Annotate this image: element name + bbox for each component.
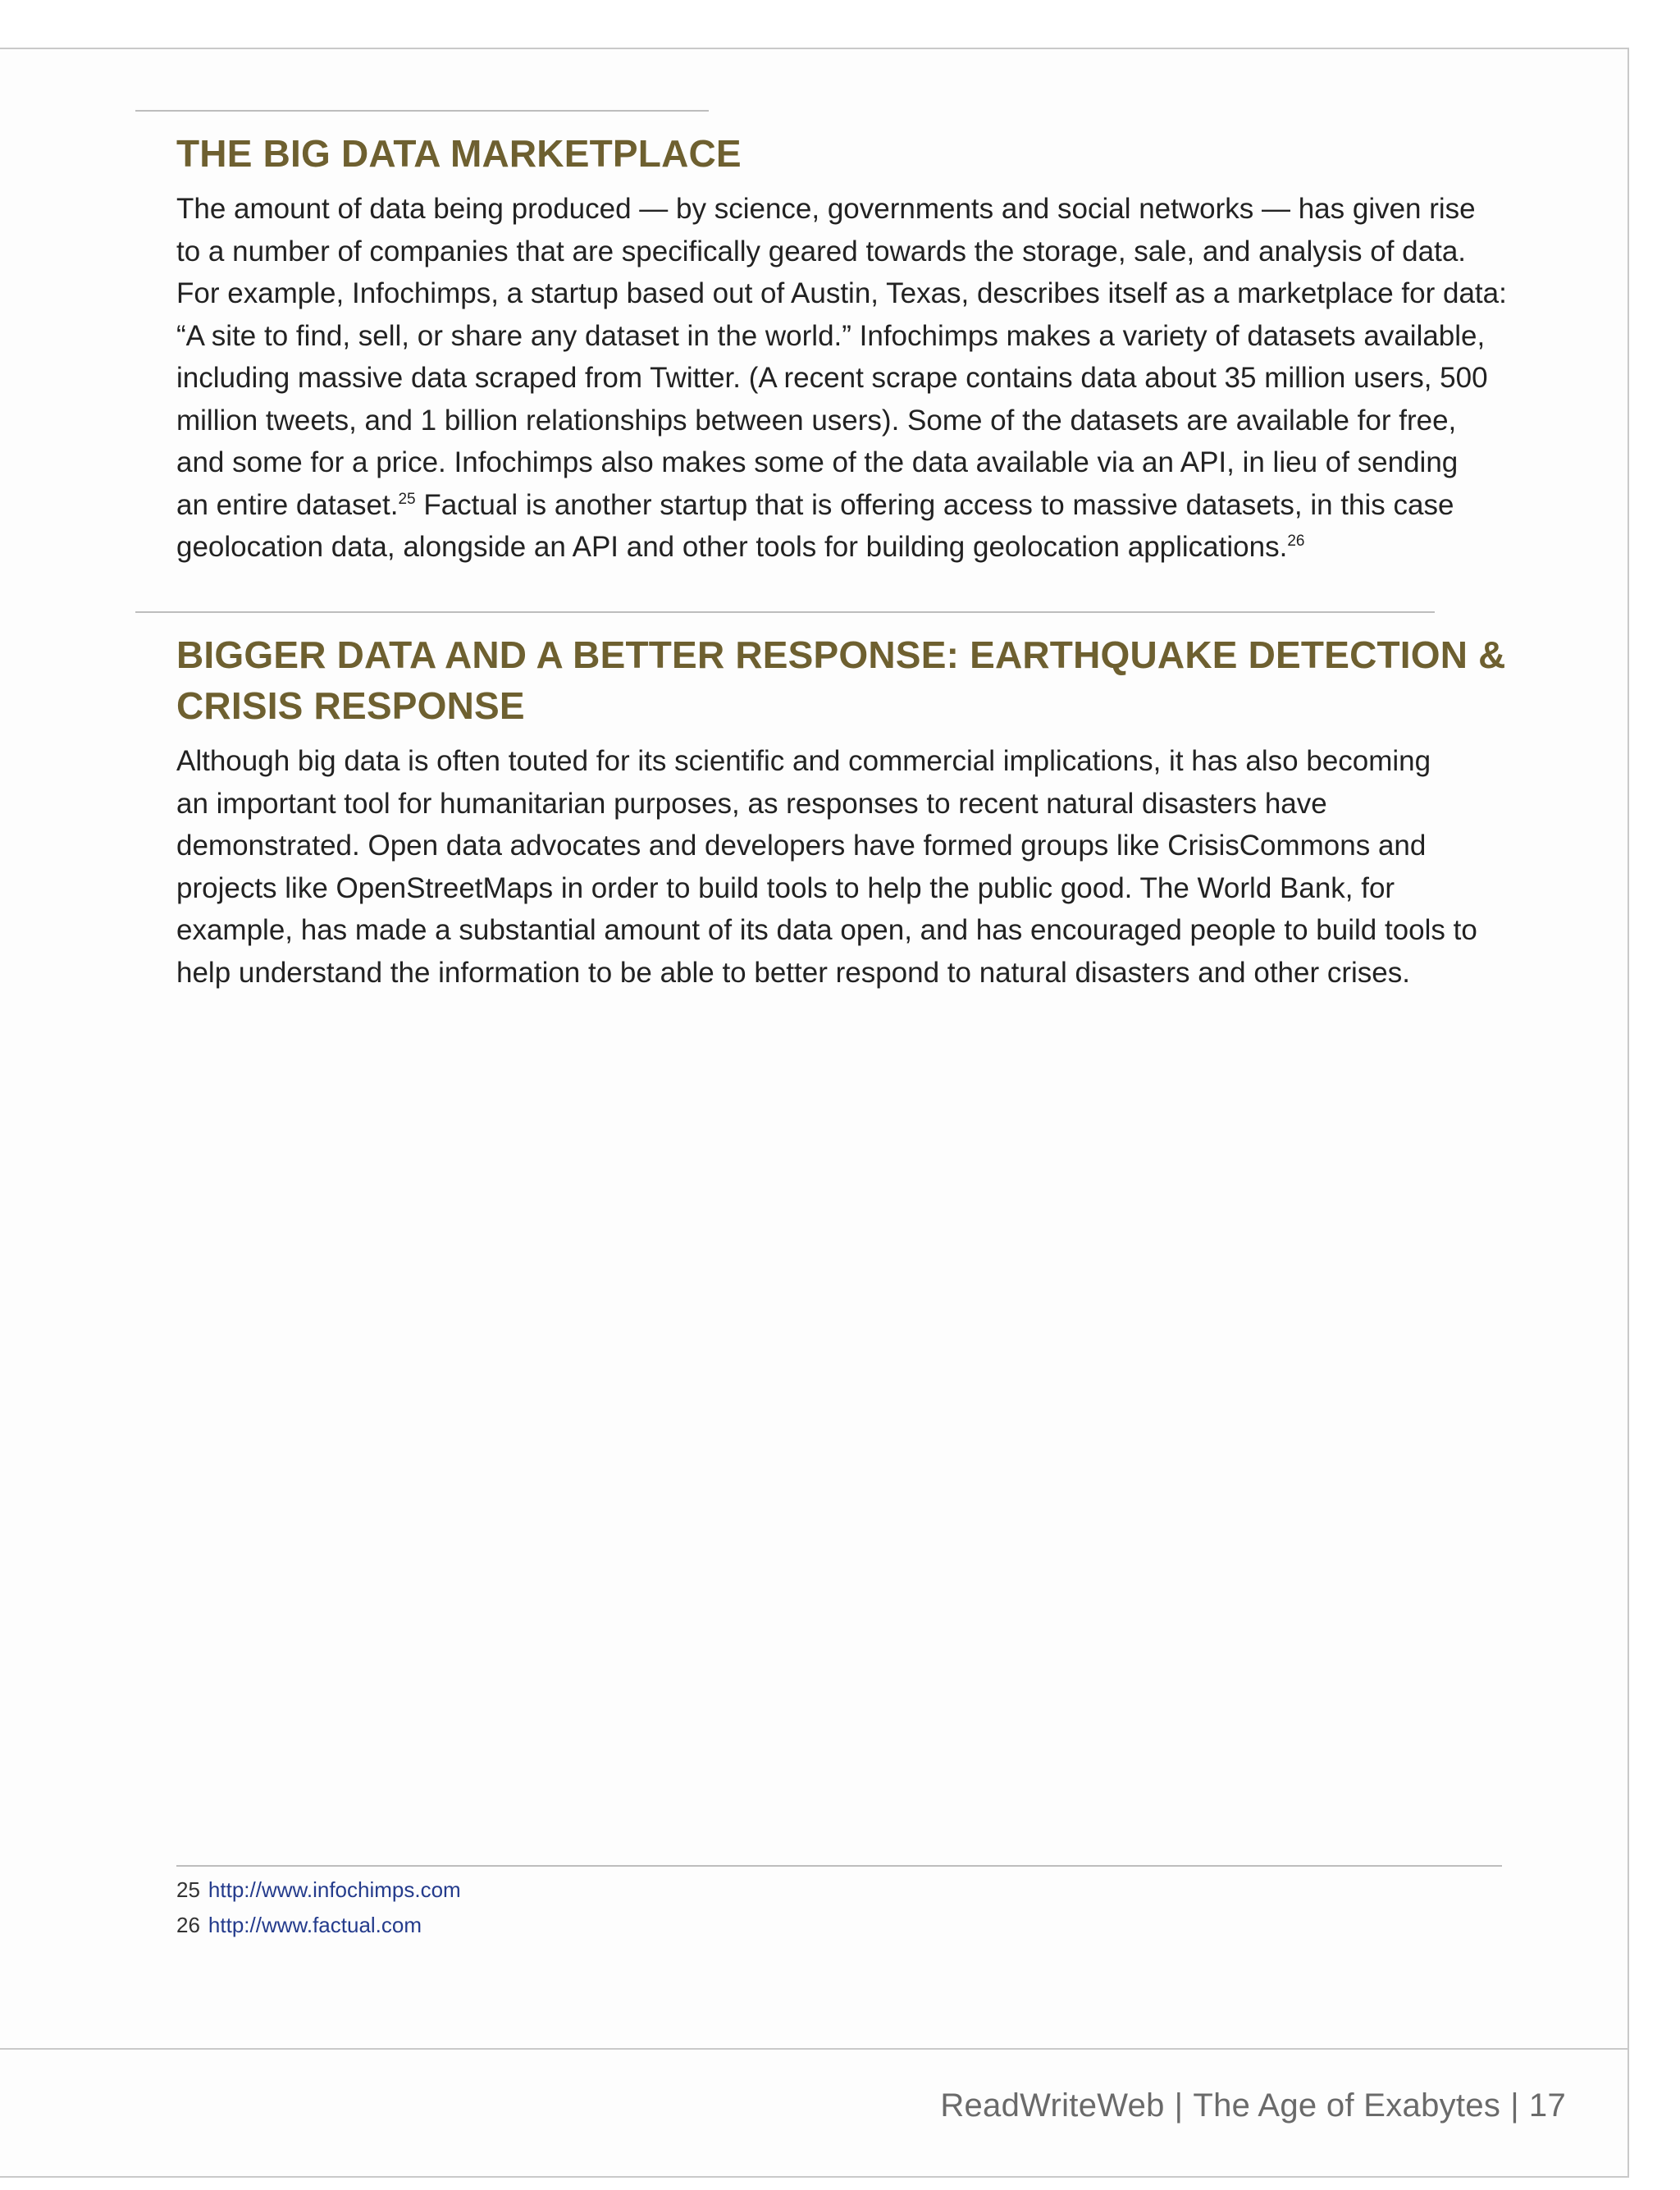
footer-title: The Age of Exabytes [1193,2087,1501,2124]
footnote-divider [176,1865,1502,1867]
footer-separator: | [1174,2087,1184,2124]
footnote-number: 25 [176,1877,200,1902]
footnote-link[interactable]: http://www.factual.com [208,1913,422,1937]
body-text-segment: Factual is another startup that is offering access to massive datasets, in this case [415,488,1454,521]
section-heading: THE BIG DATA MARKETPLACE [176,132,742,175]
page-number: 17 [1528,2087,1566,2124]
section-divider [135,110,709,112]
body-line: The amount of data being produced — by science, governments and social networks — has given rise [176,193,1476,225]
body-line [176,484,1513,527]
section-heading [176,629,1506,731]
section-divider [135,611,1435,613]
heading-line: BIGGER DATA AND A BETTER RESPONSE: EARTHQUAKE DETECTION & [176,633,1506,676]
footnotes [176,1872,461,1943]
footnote-item [176,1872,461,1908]
body-line: an important tool for humanitarian purposes, as responses to recent natural disasters have [176,787,1327,820]
body-line: “A site to find, sell, or share any dataset in the world.” Infochimps makes a variety of datasets available, [176,319,1486,352]
body-line: demonstrated. Open data advocates and developers have formed groups like CrisisCommons and [176,830,1427,862]
footnote-ref[interactable]: 26 [1287,533,1305,550]
body-line: including massive data scraped from Twitter. (A recent scrape contains data about 35 million users, 500 [176,362,1488,394]
footnote-item [176,1908,461,1943]
footnote-ref[interactable]: 25 [398,490,416,508]
body-line [176,526,1513,569]
page-footer [940,2087,1566,2124]
footer-separator: | [1510,2087,1519,2124]
footer-divider [0,2048,1629,2050]
footnote-link[interactable]: http://www.infochimps.com [208,1877,461,1902]
body-line: For example, Infochimps, a startup based out of Austin, Texas, describes itself as a marketplace for data: [176,277,1507,309]
section-body [176,740,1513,994]
body-line: and some for a price. Infochimps also makes some of the data available via an API, in lieu of sending [176,446,1459,478]
footnote-number: 26 [176,1913,200,1937]
body-text-segment: geolocation data, alongside an API and other tools for building geolocation applications. [176,531,1288,563]
body-line: Although big data is often touted for its scientific and commercial implications, it has also becoming [176,745,1431,777]
heading-line: CRISIS RESPONSE [176,684,525,727]
footer-publisher: ReadWriteWeb [940,2087,1165,2124]
body-line: to a number of companies that are specifically geared towards the storage, sale, and analysis of data. [176,235,1467,267]
body-line: example, has made a substantial amount of its data open, and has encouraged people to build tools to [176,914,1477,946]
body-line: help understand the information to be able to better respond to natural disasters and other crises. [176,956,1410,989]
body-text-segment: an entire dataset. [176,488,399,521]
body-line: million tweets, and 1 billion relationships between users). Some of the datasets are available for free, [176,404,1457,437]
body-line: projects like OpenStreetMaps in order to build tools to help the public good. The World Bank, for [176,871,1395,904]
section-body [176,188,1513,569]
